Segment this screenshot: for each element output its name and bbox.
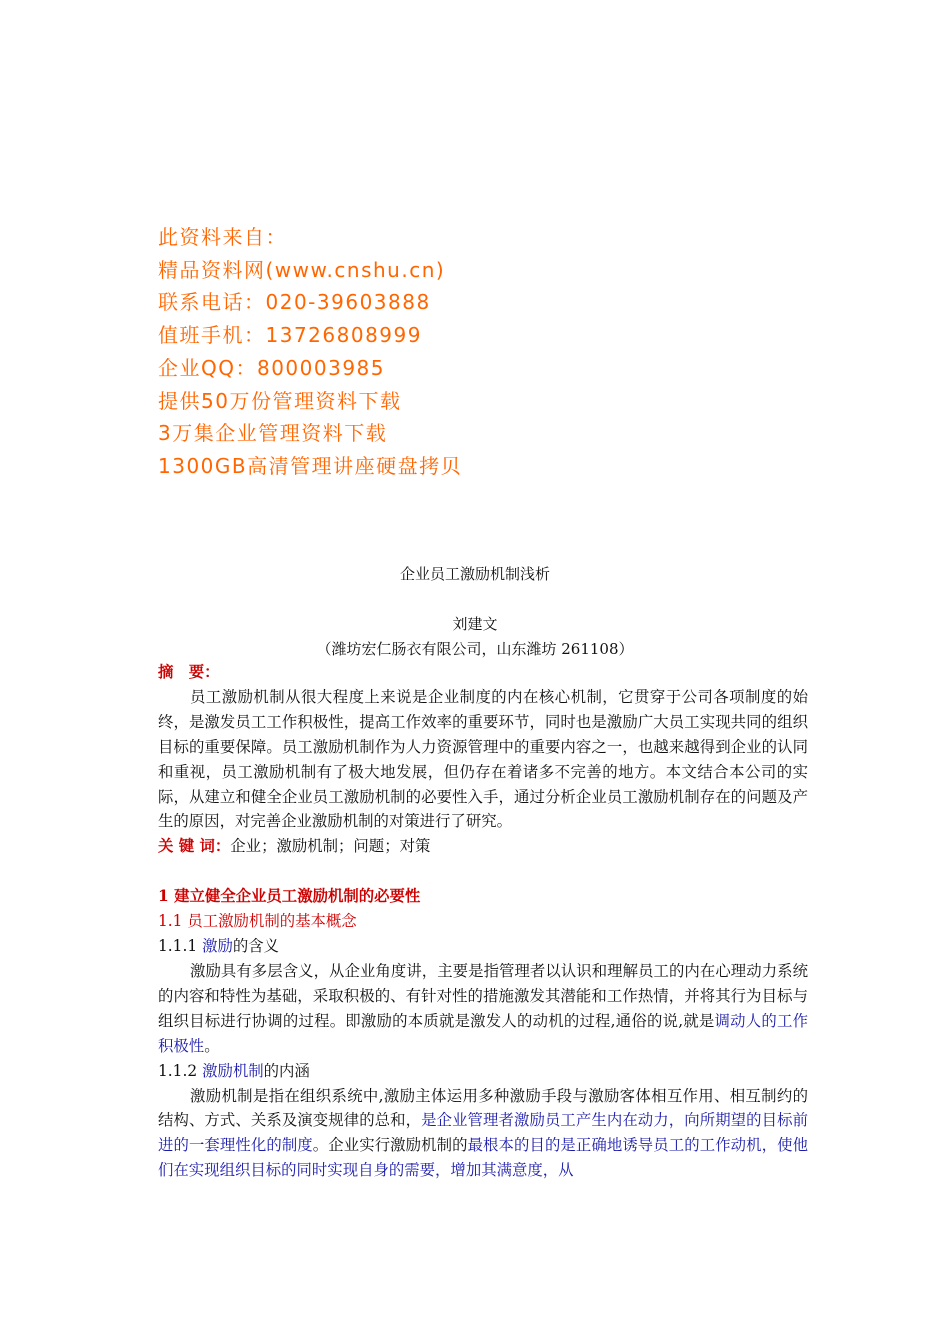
keywords-text: 企业；激励机制；问题；对策 [230,837,431,856]
section-number: 1.1.1 [158,937,203,956]
paragraph-text: 。企业实行激励机制的 [312,1136,468,1155]
section-term: 激励机制 [202,1061,264,1080]
promo-block [158,221,462,483]
section-1-heading: 1 建立健全企业员工激励机制的必要性 [158,887,421,906]
paragraph-text: 。 [204,1036,220,1055]
paragraph-incentive-meaning [158,959,808,1059]
paragraph-text: 激励具有多层含义，从企业角度讲，主要是指管理者以认识和理解员工的内在心理动力系统的内容和特性为基础，采取积极的、有针对性的措施激发其潜能和工作热情，并将其行为目标与组织目标进行协调的过程。即激励的本质就是激发人的动机的过程,通俗的说,就是 [158,961,808,1030]
section-rest: 的含义 [232,937,280,956]
article-affiliation: （潍坊宏仁肠衣有限公司，山东潍坊 261108） [316,640,634,658]
promo-line: 企业QQ：800003985 [158,355,386,380]
abstract-label: 摘 要： [158,663,220,681]
section-term: 激励 [202,937,233,956]
paragraph-mechanism-meaning [158,1084,808,1184]
promo-line: 3万集企业管理资料下载 [158,421,388,446]
paragraph-emphasis: 调动人的工作积极性 [158,1011,808,1055]
promo-line: 此资料来自： [158,225,287,249]
keywords-line [158,834,808,859]
article-title: 企业员工激励机制浅析 [399,565,550,583]
promo-line: 精品资料网(www.cnshu.cn) [158,257,446,282]
keywords-label: 关 键 词： [158,837,231,856]
paragraph-emphasis: 是企业管理者激励员工产生内在动力，向所期望的目标前进的一套理性化的制度 [158,1111,808,1155]
article-body [158,660,808,1183]
paragraph-emphasis: 最根本的目的是正确地诱导员工的工作动机，使他们在实现组织目标的同时实现自身的需要，增加其满意度，从 [158,1136,808,1180]
section-number: 1.1.2 [158,1061,203,1080]
section-rest: 的内涵 [263,1061,310,1080]
promo-line: 提供50万份管理资料下载 [158,388,402,413]
article-author: 刘建文 [452,615,498,633]
section-1-1-1-heading [158,934,808,959]
section-1-1-2-heading [158,1059,808,1084]
section-1-1-heading: 1.1 员工激励机制的基本概念 [158,912,357,931]
abstract-text: 员工激励机制从很大程度上来说是企业制度的内在核心机制，它贯穿于公司各项制度的始终，是激发员工工作积极性，提高工作效率的重要环节，同时也是激励广大员工实现共同的组织目标的重要保障。员工激励机制作为人力资源管理中的重要内容之一，也越来越得到企业的认同和重视，员工激励机制有了极大地发展，但仍存在着诸多不完善的地方。本文结合本公司的实际，从建立和健全企业员工激励机制的必要性入手，通过分析企业员工激励机制存在的问题及产生的原因，对完善企业激励机制的对策进行了研究。 [158,687,808,831]
promo-line: 联系电话：020-39603888 [158,290,431,315]
promo-line: 1300GB高清管理讲座硬盘拷贝 [158,453,463,478]
paragraph-text: 激励机制是指在组织系统中,激励主体运用多种激励手段与激励客体相互作用、相互制约的结构、方式、关系及演变规律的总和， [158,1086,808,1130]
promo-line: 值班手机：13726808999 [158,323,422,348]
